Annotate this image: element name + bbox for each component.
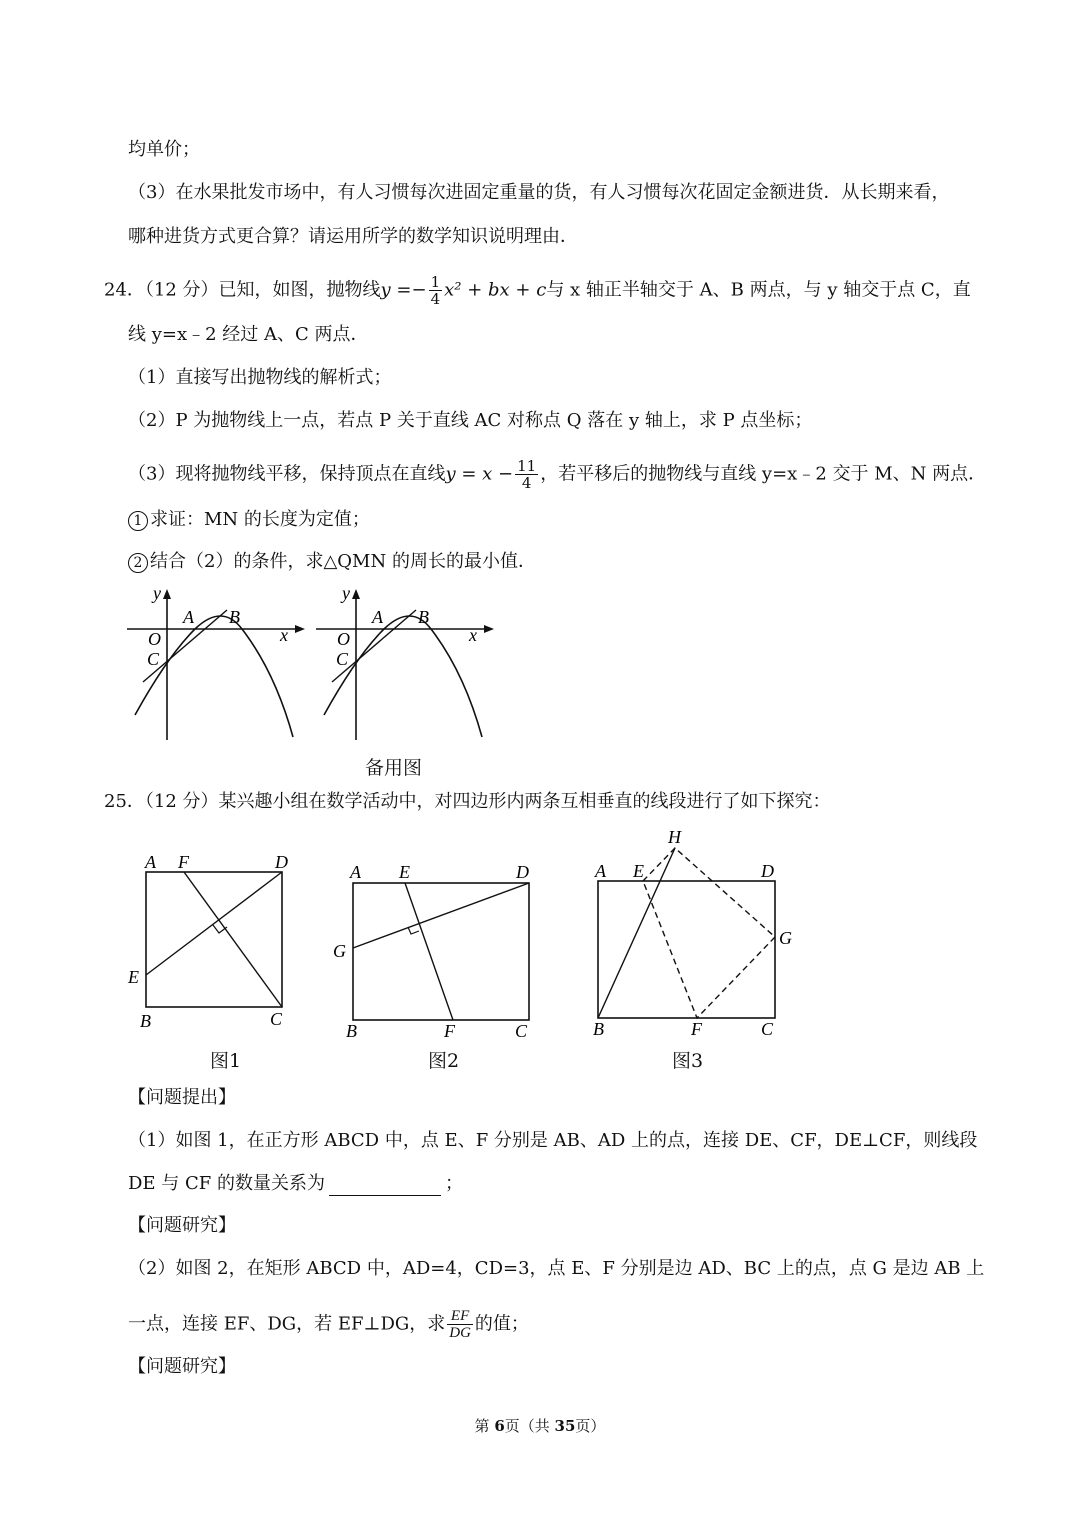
point-b-label: B	[418, 607, 429, 627]
figure-3-rectangle	[585, 826, 805, 1046]
page-number: 6	[494, 1417, 505, 1435]
q24-prefix: 24．（12 分）已知，如图，抛物线	[104, 279, 381, 301]
vertex-c: C	[515, 1021, 528, 1041]
vertex-b: B	[140, 1011, 151, 1031]
q24-line1	[104, 274, 971, 307]
q24-p3-fraction: $\frac{11}{4}$	[517, 457, 537, 492]
vertex-f: F	[178, 852, 189, 872]
q25-p1-line2: DE 与 CF 的数量关系为 ；	[128, 1173, 463, 1194]
q24-part3: （3）现将抛物线平移，保持顶点在直线y = x − $\frac{11}{4}$ ，若平移后的抛物线与直线 y=x﹣2 交于 M、N 两点．	[128, 457, 987, 492]
figure-2-caption: 图2	[428, 1050, 460, 1072]
q24-c2: 2 结合（2）的条件，求△QMN 的周长的最小值．	[128, 550, 536, 574]
page-total: 35	[554, 1417, 576, 1435]
q24-c1: 1 求证：MN 的长度为定值；	[128, 508, 370, 532]
point-c-label: C	[147, 649, 160, 669]
text-line: 均单价；	[128, 139, 200, 160]
figure-3-caption: 图3	[672, 1050, 704, 1072]
q24-eq-a: y =−	[380, 279, 427, 301]
q24-fraction: $\frac{1}{4}$	[430, 273, 441, 308]
circle-1-icon: 1	[128, 511, 148, 531]
y-axis-label: y	[342, 583, 350, 603]
figure-2-rectangle	[330, 856, 540, 1046]
section-heading: 【问题提出】	[128, 1087, 236, 1108]
ef-dg-fraction: $\frac{EF}{DG}$	[449, 1308, 471, 1341]
x-axis-label: x	[280, 625, 288, 645]
vertex-a: A	[350, 862, 361, 882]
vertex-b: B	[593, 1019, 604, 1039]
vertex-h: H	[668, 827, 681, 847]
parabola-graph-1	[125, 585, 305, 745]
vertex-a: A	[595, 861, 606, 881]
circle-2-icon: 2	[128, 553, 148, 573]
backup-figure-caption: 备用图	[365, 757, 423, 779]
text-line: （1）如图 1，在正方形 ABCD 中，点 E、F 分别是 AB、AD 上的点，连接 DE、CF，DE⊥CF，则线段	[128, 1130, 978, 1151]
text-line: 哪种进货方式更合算？请运用所学的数学知识说明理由．	[128, 226, 578, 247]
vertex-a: A	[145, 852, 156, 872]
origin-label: O	[337, 629, 350, 649]
figure-1-square	[120, 845, 310, 1035]
origin-label: O	[148, 629, 161, 649]
y-axis-label: y	[153, 583, 161, 603]
vertex-e: E	[633, 861, 644, 881]
q24-eq-b: x² + bx + c	[444, 279, 547, 301]
section-heading: 【问题研究】	[128, 1356, 236, 1377]
vertex-c: C	[270, 1009, 283, 1029]
vertex-e: E	[399, 862, 410, 882]
text-line: （2）P 为抛物线上一点，若点 P 关于直线 AC 对称点 Q 落在 y 轴上，求 P 点坐标；	[128, 410, 813, 431]
x-axis-label: x	[469, 625, 477, 645]
vertex-d: D	[761, 861, 774, 881]
vertex-g: G	[779, 928, 792, 948]
text-line: （2）如图 2，在矩形 ABCD 中，AD=4，CD=3，点 E、F 分别是边 AD、BC 上的点，点 G 是边 AB 上	[128, 1258, 985, 1279]
q25-intro: 25．（12 分）某兴趣小组在数学活动中，对四边形内两条互相垂直的线段进行了如下探究：	[104, 791, 831, 812]
answer-blank[interactable]	[329, 1177, 441, 1196]
figure-1-caption: 图1	[210, 1050, 242, 1072]
point-a-label: A	[372, 607, 383, 627]
point-b-label: B	[229, 607, 240, 627]
vertex-d: D	[516, 862, 529, 882]
section-heading: 【问题研究】	[128, 1215, 236, 1236]
page-footer: 第 6页（共 35页）	[474, 1417, 606, 1435]
vertex-f: F	[444, 1021, 455, 1041]
vertex-b: B	[346, 1021, 357, 1041]
point-c-label: C	[336, 649, 349, 669]
q24-suffix: 与 x 轴正半轴交于 A、B 两点，与 y 轴交于点 C，直	[546, 279, 971, 301]
q25-p2-line2: 一点，连接 EF、DG，若 EF⊥DG，求 $\frac{EF}{DG}$ 的值；	[128, 1308, 529, 1341]
vertex-e: E	[128, 967, 139, 987]
vertex-f: F	[691, 1019, 702, 1039]
vertex-d: D	[275, 852, 288, 872]
parabola-graph-2	[314, 585, 494, 745]
point-a-label: A	[183, 607, 194, 627]
vertex-g: G	[333, 941, 346, 961]
vertex-c: C	[761, 1019, 774, 1039]
text-line: （1）直接写出抛物线的解析式；	[128, 367, 392, 388]
text-line: 线 y=x﹣2 经过 A、C 两点．	[128, 324, 369, 345]
text-line: （3）在水果批发市场中，有人习惯每次进固定重量的货，有人习惯每次花固定金额进货．从长期来看，	[128, 182, 950, 203]
